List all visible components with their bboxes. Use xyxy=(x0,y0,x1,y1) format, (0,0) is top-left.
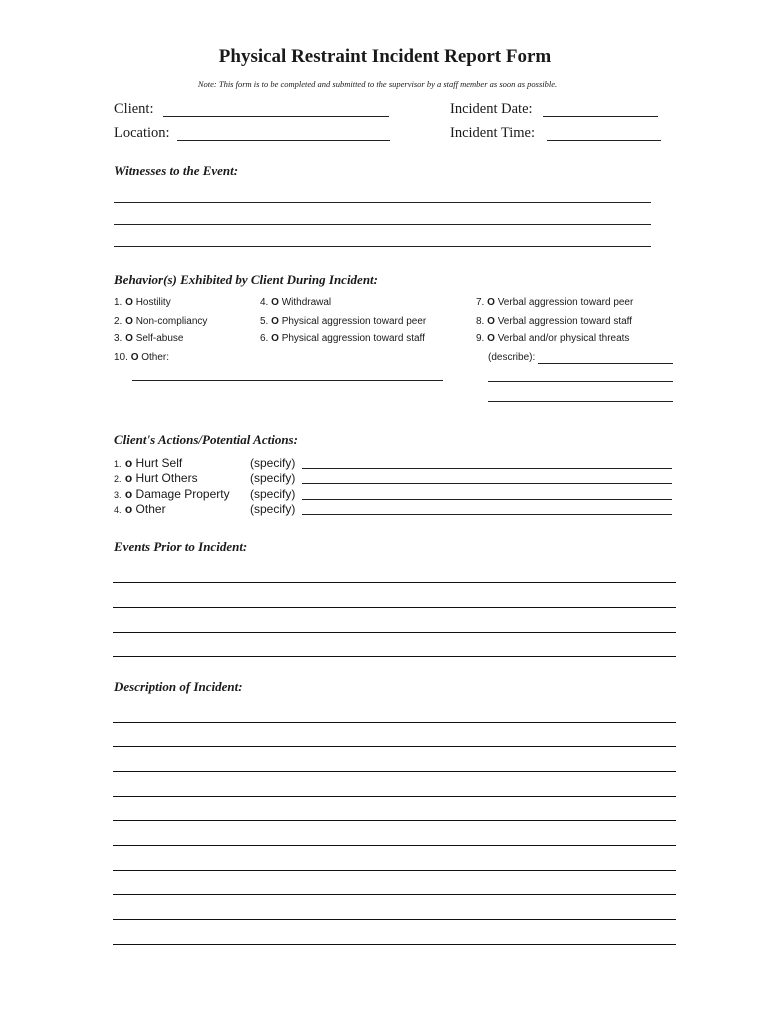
description-line[interactable] xyxy=(113,870,676,871)
describe-label: (describe): xyxy=(488,352,536,363)
option-label: Physical aggression toward staff xyxy=(281,333,425,344)
radio-icon: O xyxy=(125,333,133,344)
behavior-option-other[interactable] xyxy=(114,352,169,363)
events-prior-line[interactable] xyxy=(113,632,676,633)
radio-icon: o xyxy=(124,487,133,501)
behavior-option-verbal-aggression-staff[interactable] xyxy=(476,316,632,327)
specify-label: (specify) xyxy=(250,502,296,516)
option-number: 9. xyxy=(476,333,485,344)
option-number: 10. xyxy=(114,352,128,363)
option-number: 4. xyxy=(114,505,122,515)
incident-time-field[interactable] xyxy=(547,140,661,141)
form-note: Note: This form is to be completed and submitted to the supervisor by a staff member as soon as possible. xyxy=(197,79,558,89)
description-line[interactable] xyxy=(113,894,676,895)
option-number: 3. xyxy=(114,490,122,500)
behavior-option-self-abuse[interactable] xyxy=(114,333,184,344)
events-prior-line[interactable] xyxy=(113,607,676,608)
option-label: Hurt Others xyxy=(135,471,198,485)
incident-date-field[interactable] xyxy=(543,116,658,117)
radio-icon: o xyxy=(124,471,133,485)
form-title: Physical Restraint Incident Report Form xyxy=(218,46,552,67)
specify-line[interactable] xyxy=(302,514,672,515)
description-line[interactable] xyxy=(113,771,676,772)
other-behavior-line[interactable] xyxy=(132,380,443,381)
witnesses-heading: Witnesses to the Event: xyxy=(114,163,239,178)
option-label: Hostility xyxy=(135,297,171,308)
option-number: 2. xyxy=(114,316,123,327)
option-number: 5. xyxy=(260,316,269,327)
incident-date-label: Incident Date: xyxy=(450,101,533,117)
option-number: 2. xyxy=(114,474,122,484)
option-label: Physical aggression toward peer xyxy=(281,316,427,327)
behavior-option-threats[interactable] xyxy=(476,333,629,344)
radio-icon: O xyxy=(125,297,133,308)
description-line[interactable] xyxy=(113,944,676,945)
describe-line[interactable] xyxy=(538,363,673,364)
location-field[interactable] xyxy=(177,140,390,141)
action-option-hurt-others[interactable] xyxy=(114,471,198,485)
description-line[interactable] xyxy=(113,919,676,920)
incident-time-label: Incident Time: xyxy=(450,125,535,141)
radio-icon: o xyxy=(124,456,133,470)
specify-line[interactable] xyxy=(302,468,672,469)
radio-icon: O xyxy=(271,333,279,344)
description-line[interactable] xyxy=(113,746,676,747)
radio-icon: O xyxy=(271,297,279,308)
radio-icon: O xyxy=(130,352,139,363)
option-number: 8. xyxy=(476,316,485,327)
option-label: Non-compliancy xyxy=(135,316,208,327)
behavior-option-hostility[interactable] xyxy=(114,297,171,308)
option-number: 4. xyxy=(260,297,269,308)
radio-icon: O xyxy=(125,316,133,327)
option-label: Other: xyxy=(141,352,170,363)
action-option-other[interactable] xyxy=(114,502,166,516)
option-label: Other xyxy=(135,502,166,516)
describe-line[interactable] xyxy=(488,401,673,402)
option-number: 6. xyxy=(260,333,269,344)
behavior-option-non-compliancy[interactable] xyxy=(114,316,207,327)
description-line[interactable] xyxy=(113,796,676,797)
option-label: Verbal and/or physical threats xyxy=(497,333,630,344)
action-option-damage-property[interactable] xyxy=(114,487,230,501)
option-label: Damage Property xyxy=(135,487,230,501)
behavior-option-physical-aggression-staff[interactable] xyxy=(260,333,425,344)
radio-icon: O xyxy=(487,316,495,327)
events-prior-line[interactable] xyxy=(113,582,676,583)
description-line[interactable] xyxy=(113,845,676,846)
description-heading: Description of Incident: xyxy=(114,679,243,694)
specify-label: (specify) xyxy=(250,471,296,485)
option-label: Verbal aggression toward staff xyxy=(497,316,633,327)
actions-heading: Client's Actions/Potential Actions: xyxy=(114,432,298,447)
witness-line[interactable] xyxy=(114,202,651,203)
specify-label: (specify) xyxy=(250,487,296,501)
option-number: 7. xyxy=(476,297,485,308)
events-prior-line[interactable] xyxy=(113,656,676,657)
description-line[interactable] xyxy=(113,722,676,723)
specify-line[interactable] xyxy=(302,499,672,500)
radio-icon: o xyxy=(124,502,133,516)
radio-icon: O xyxy=(487,333,495,344)
behavior-option-verbal-aggression-peer[interactable] xyxy=(476,297,633,308)
option-number: 1. xyxy=(114,297,123,308)
specify-label: (specify) xyxy=(250,456,296,470)
option-label: Withdrawal xyxy=(281,297,332,308)
specify-line[interactable] xyxy=(302,483,672,484)
client-label: Client: xyxy=(114,101,154,117)
describe-line[interactable] xyxy=(488,381,673,382)
location-label: Location: xyxy=(114,125,170,141)
witness-line[interactable] xyxy=(114,246,651,247)
radio-icon: O xyxy=(487,297,495,308)
option-label: Self-abuse xyxy=(135,333,184,344)
action-option-hurt-self[interactable] xyxy=(114,456,182,470)
behavior-option-withdrawal[interactable] xyxy=(260,297,331,308)
option-number: 3. xyxy=(114,333,123,344)
radio-icon: O xyxy=(271,316,279,327)
events-prior-heading: Events Prior to Incident: xyxy=(114,539,248,554)
behaviors-heading: Behavior(s) Exhibited by Client During Incident: xyxy=(114,272,378,287)
option-label: Hurt Self xyxy=(135,456,183,470)
client-field[interactable] xyxy=(163,116,389,117)
behavior-option-physical-aggression-peer[interactable] xyxy=(260,316,426,327)
option-label: Verbal aggression toward peer xyxy=(497,297,634,308)
option-number: 1. xyxy=(114,459,122,469)
description-line[interactable] xyxy=(113,820,676,821)
witness-line[interactable] xyxy=(114,224,651,225)
